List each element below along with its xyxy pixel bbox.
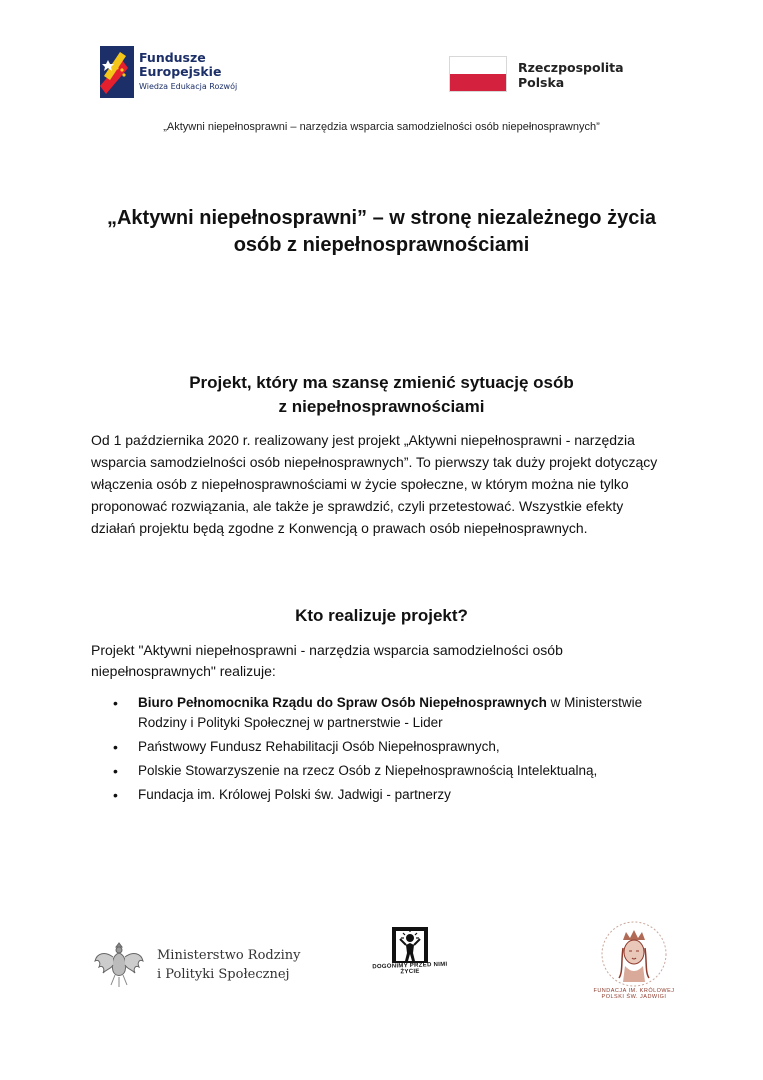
rzeczpospolita-polska-logo xyxy=(449,56,629,94)
eu-funds-logo xyxy=(100,46,260,98)
paragraph-line: Od 1 października 2020 r. realizowany jest projekt „Aktywni niepełnosprawni - narzędzia xyxy=(91,432,635,448)
fundacja-logo xyxy=(593,918,675,1000)
rp-logo-line1: Rzeczpospolita xyxy=(518,60,624,75)
lead-partner-rest: w Ministerstwie xyxy=(546,695,643,710)
polish-eagle-icon xyxy=(91,935,147,991)
paragraph-line: włączenia osób z niepełnosprawnościami w życie społeczne, w którym można nie tylko xyxy=(91,476,629,492)
sun-figure-icon xyxy=(370,925,450,965)
rp-logo-line2: Polska xyxy=(518,75,565,90)
ministry-logo xyxy=(91,935,301,991)
section-heading-who: Kto realizuje projekt? xyxy=(295,606,468,625)
partner-psoni: • Polskie Stowarzyszenie na rzecz Osób z Niepełnosprawnością Intelektualną, xyxy=(138,763,598,778)
intro-line: niepełnosprawnych" realizuje: xyxy=(91,663,276,679)
section1-heading-line1: Projekt, który ma szansę zmienić sytuację osób xyxy=(189,373,574,392)
lead-partner-name: Biuro Pełnomocnika Rządu do Spraw Osób Niepełnosprawnych xyxy=(138,695,547,710)
ministry-line1: Ministerstwo Rodziny xyxy=(157,948,301,963)
page-title xyxy=(60,205,703,259)
ministry-line2: i Polityki Społecznej xyxy=(157,967,290,982)
section-heading-project xyxy=(60,371,703,419)
partner-pfron: • Państwowy Fundusz Rehabilitacji Osób Niepełnosprawnych, xyxy=(138,739,500,754)
eu-logo-line1: Fundusze xyxy=(139,50,206,65)
list-item xyxy=(91,693,691,733)
lead-partner-line2: Rodziny i Polityki Społecznej w partnerstwie - Lider xyxy=(138,715,443,730)
partner-list xyxy=(91,693,691,809)
eu-flag-icon xyxy=(100,46,134,98)
list-item xyxy=(91,785,691,805)
eu-logo-line2: Europejskie xyxy=(139,64,222,79)
eu-logo-line3: Wiedza Edukacja Rozwój xyxy=(139,82,238,91)
paragraph-line: wsparcia samodzielności osób niepełnosprawnych”. To pierwszy tak duży projekt dotyczący xyxy=(91,454,658,470)
section1-paragraph xyxy=(91,429,691,539)
queen-jadwiga-icon xyxy=(593,918,675,988)
partner-fundacja: • Fundacja im. Królowej Polski św. Jadwigi - partnerzy xyxy=(138,787,451,802)
fundacja-logo-text: FUNDACJA IM. KRÓLOWEJ POLSKI ŚW. JADWIGI xyxy=(593,988,675,1000)
list-item xyxy=(91,737,691,757)
page-title-line1: „Aktywni niepełnosprawni” – w stronę niezależnego życia xyxy=(106,207,657,229)
page-title-line2: osób z niepełnosprawnościami xyxy=(233,234,530,256)
list-item xyxy=(91,761,691,781)
section1-heading-line2: z niepełnosprawnościami xyxy=(278,397,485,416)
association-logo xyxy=(370,925,450,985)
polish-flag-icon xyxy=(449,56,507,92)
paragraph-line: proponować rozwiązania, ale także je sprawdzić, czyli przetestować. Wszystkie efekty xyxy=(91,498,624,514)
association-logo-caption: DOGONIMY PRZED NIMI ŻYCIE xyxy=(372,961,448,976)
header-subtitle: „Aktywni niepełnosprawni – narzędzia wsparcia samodzielności osób niepełnosprawnych” xyxy=(163,121,600,133)
section2-intro xyxy=(91,640,691,682)
paragraph-line: działań projektu będą zgodne z Konwencją o prawach osób niepełnosprawnych. xyxy=(91,520,588,536)
intro-line: Projekt "Aktywni niepełnosprawni - narzędzia wsparcia samodzielności osób xyxy=(91,642,563,658)
